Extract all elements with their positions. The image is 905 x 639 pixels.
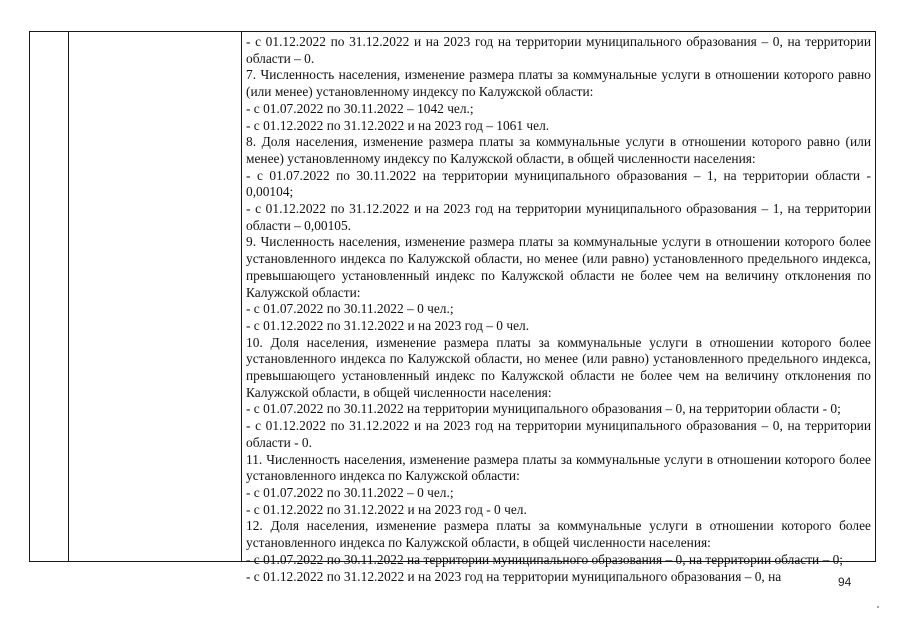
paragraph: - с 01.07.2022 по 30.11.2022 – 0 чел.; xyxy=(246,301,454,317)
paragraph: - с 01.12.2022 по 31.12.2022 и на 2023 год на территории муниципального образования – 0, на территории области - 0. xyxy=(246,418,871,450)
column-divider-2 xyxy=(241,32,242,561)
paragraph: - с 01.12.2022 по 31.12.2022 и на 2023 год - 0 чел. xyxy=(246,501,527,517)
paragraph: - с 01.12.2022 по 31.12.2022 и на 2023 год на территории муниципального образования – 1, на территории области – 0,00105. xyxy=(246,201,871,233)
paragraph: - с 01.12.2022 по 31.12.2022 и на 2023 год на территории муниципального образования – 0, на xyxy=(246,568,782,584)
paragraph: 9. Численность населения, изменение размера платы за коммунальные услуги в отношении которого более установленного индекса по Калужской области, но менее (или равно) установленного предельного индекса, превышающего установленный индекс по Калужской области не более чем на величину отклонения по Калужской области: xyxy=(246,234,871,300)
paragraph: - с 01.07.2022 по 30.11.2022 на территории муниципального образования – 0, на территории области - 0; xyxy=(246,401,841,417)
paragraph: - с 01.07.2022 по 30.11.2022 – 1042 чел.; xyxy=(246,100,474,116)
scan-speck xyxy=(877,606,879,608)
paragraph: - с 01.07.2022 по 30.11.2022 – 0 чел.; xyxy=(246,484,454,500)
paragraph: - с 01.12.2022 по 31.12.2022 и на 2023 год на территории муниципального образования – 0, на территории области – 0. xyxy=(246,34,871,66)
paragraph: 10. Доля населения, изменение размера платы за коммунальные услуги в отношении которого более установленного индекса по Калужской области, но менее (или равно) установленного предельного индекса, превышающего установленный индекс по Калужской области не более чем на величину отклонения по Калужской области, в общей численности населения: xyxy=(246,334,871,400)
page-number: 94 xyxy=(838,575,852,589)
column-divider-1 xyxy=(68,32,69,561)
paragraph: 8. Доля населения, изменение размера платы за коммунальные услуги в отношении которого равно (или менее) установленному индексу по Калужской области, в общей численности населения: xyxy=(246,134,871,166)
paragraph: - с 01.07.2022 по 30.11.2022 на территории муниципального образования – 0, на территории области – 0; xyxy=(246,551,844,567)
paragraph: - с 01.07.2022 по 30.11.2022 на территории муниципального образования – 1, на территории области - 0,00104; xyxy=(246,167,871,200)
paragraph: 12. Доля населения, изменение размера платы за коммунальные услуги в отношении которого более установленного индекса по Калужской области, в общей численности населения: xyxy=(246,518,871,551)
paragraph: - с 01.12.2022 по 31.12.2022 и на 2023 год – 1061 чел. xyxy=(246,117,550,133)
paragraph: - с 01.12.2022 по 31.12.2022 и на 2023 год – 0 чел. xyxy=(246,317,530,333)
paragraph: 7. Численность населения, изменение размера платы за коммунальные услуги в отношении которого равно (или менее) установленному индексу по Калужской области: xyxy=(246,67,871,100)
paragraph: 11. Численность населения, изменение размера платы за коммунальные услуги в отношении которого более установленного индекса по Калужской области: xyxy=(246,451,871,484)
